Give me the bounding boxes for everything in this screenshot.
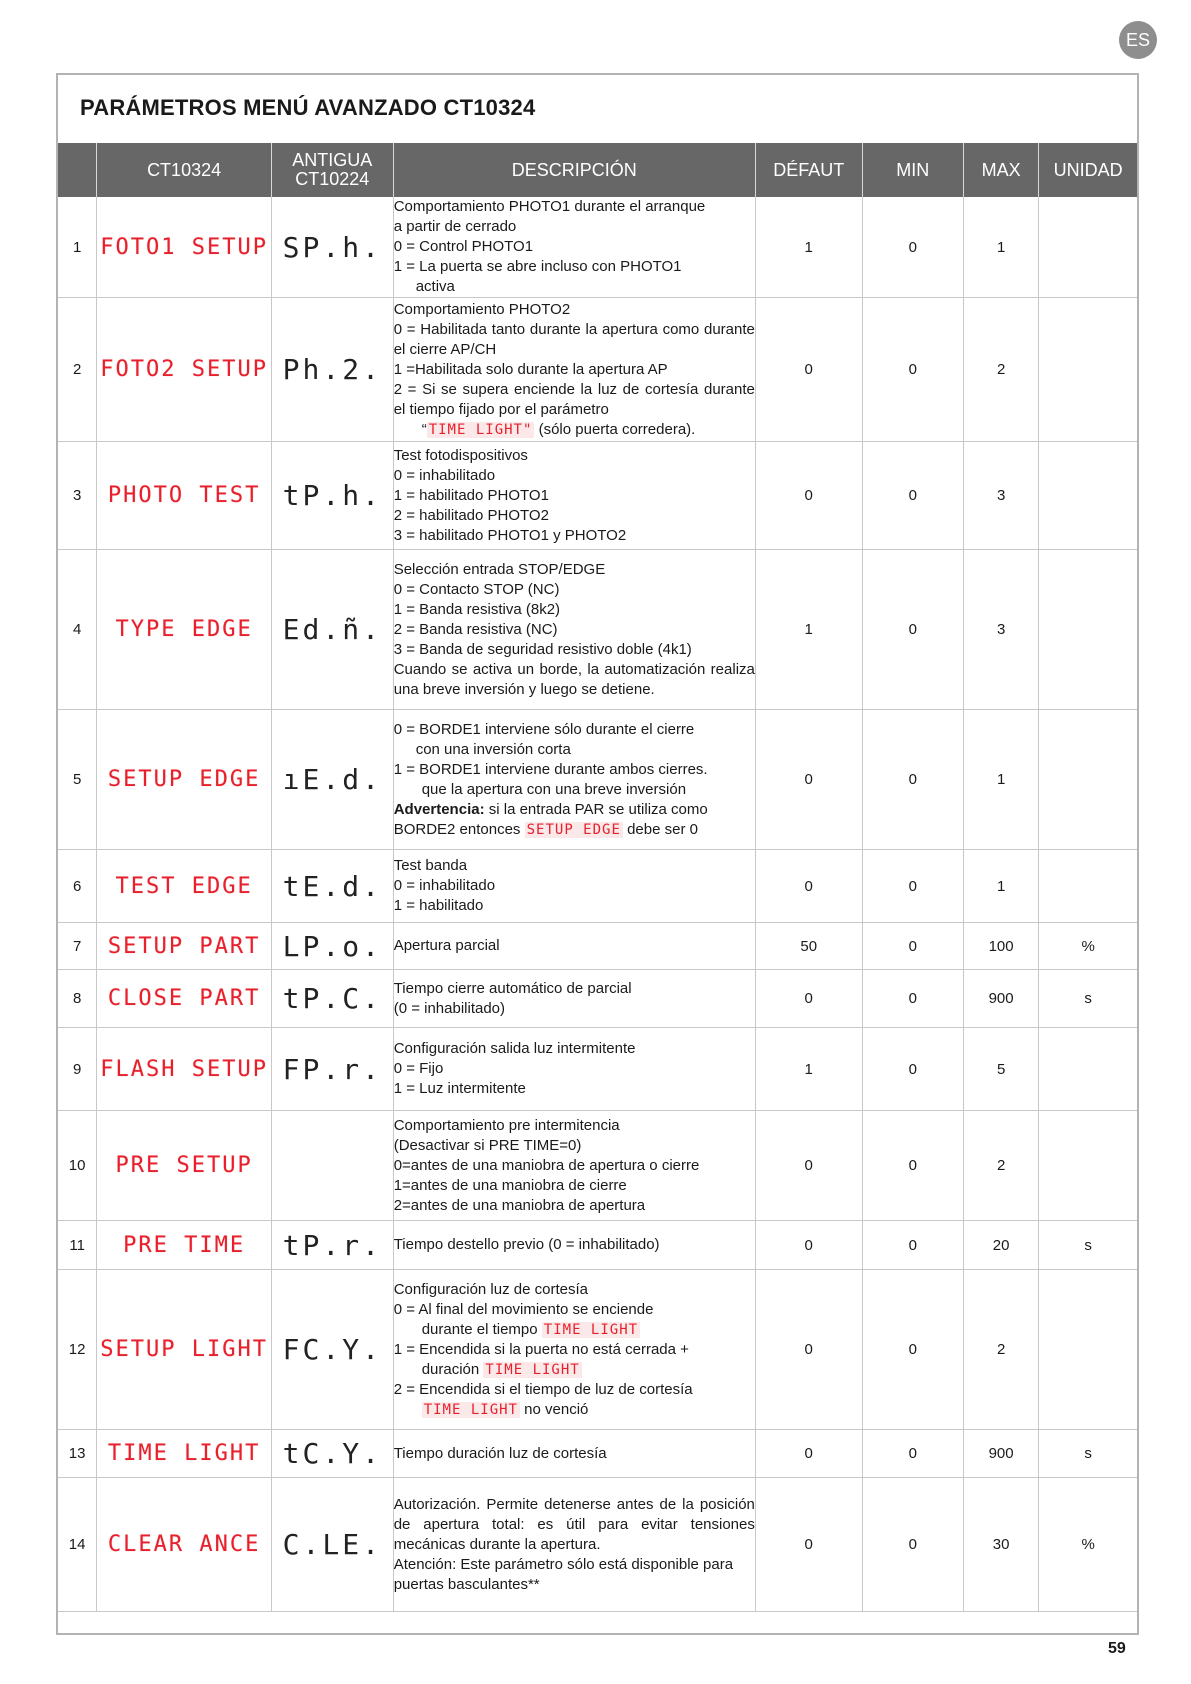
desc-line: Configuración salida luz intermitente [393, 1040, 636, 1057]
row-number: 4 [58, 550, 97, 710]
table-row [58, 550, 1137, 710]
row-description [393, 1430, 755, 1478]
lcd-parameter-name: PRE TIME [123, 1232, 246, 1258]
default-value: 0 [755, 1478, 862, 1612]
desc-line: 1 = La puerta se abre incluso con PHOTO1 [393, 258, 682, 275]
row-number: 9 [58, 1028, 97, 1111]
unit-value [1039, 550, 1137, 710]
unit-value [1039, 1028, 1137, 1111]
desc-line: Test banda [393, 857, 468, 874]
lcd-parameter-name: FLASH SETUP [100, 1056, 268, 1082]
default-value: 0 [755, 298, 862, 442]
desc-line: Tiempo duración luz de cortesía [393, 1444, 607, 1462]
desc-line: Comportamiento PHOTO2 [393, 300, 571, 318]
min-value: 0 [862, 1028, 963, 1111]
max-value: 20 [963, 1221, 1038, 1270]
lcd-parameter-name: SETUP LIGHT [100, 1337, 268, 1362]
section-title: PARÁMETROS MENÚ AVANZADO CT10324 [80, 95, 536, 120]
desc-line: Configuración luz de cortesía [393, 1280, 588, 1298]
max-value: 1 [963, 710, 1038, 850]
desc-line: 3 = Banda de seguridad resistivo doble (4k1) [393, 640, 692, 658]
table-row [58, 850, 1137, 923]
desc-line: a partir de cerrado [393, 218, 517, 235]
max-value: 2 [963, 298, 1038, 442]
lcd-parameter-name: FOTO2 SETUP [100, 357, 268, 382]
inline-lcd-label: TIME LIGHT [543, 1321, 639, 1338]
min-value: 0 [862, 442, 963, 550]
inline-lcd-label: SETUP EDGE [526, 821, 621, 838]
desc-text: BORDE2 entonces [393, 820, 525, 838]
inline-lcd-label: TIME LIGHT [485, 1361, 580, 1378]
desc-line: Test fotodispositivos [393, 446, 528, 464]
desc-line: Atención: Este parámetro sólo está disponible para puertas basculantes** [393, 1555, 734, 1593]
desc-line: 1 = habilitado PHOTO1 [393, 486, 549, 504]
parameters-frame [56, 73, 1139, 1635]
row-description [393, 1270, 755, 1430]
lcd-parameter-name: CLEAR ANCE [107, 1532, 261, 1557]
min-value: 0 [862, 197, 963, 298]
desc-line: Apertura parcial [393, 937, 500, 954]
row-number: 6 [58, 850, 97, 923]
desc-line [394, 800, 755, 820]
table-row [58, 1430, 1137, 1478]
row-number: 5 [58, 710, 97, 850]
language-badge: ES [1119, 21, 1157, 59]
row-description [393, 550, 755, 710]
table-row [58, 298, 1137, 442]
max-value: 3 [963, 442, 1038, 550]
row-number: 10 [58, 1111, 97, 1221]
max-value: 3 [963, 550, 1038, 710]
row-description [393, 1221, 755, 1270]
row-number: 8 [58, 970, 97, 1028]
table-row [58, 970, 1137, 1028]
row-number: 7 [58, 923, 97, 970]
desc-text: no venció [520, 1400, 589, 1418]
unit-value [1039, 710, 1137, 850]
desc-line: 0 = Habilitada tanto durante la apertura como durante el cierre AP/CH [393, 320, 755, 358]
row-description [393, 197, 755, 298]
desc-line: activa [415, 278, 455, 295]
row-description [393, 970, 755, 1028]
default-value: 0 [755, 850, 862, 923]
default-value: 1 [755, 550, 862, 710]
page-number: 59 [1108, 1640, 1126, 1657]
min-value: 0 [862, 1111, 963, 1221]
desc-line: 1 = habilitado [393, 897, 484, 914]
header-min: MIN [862, 143, 963, 197]
table-row [58, 1270, 1137, 1430]
desc-line: (0 = inhabilitado) [393, 999, 506, 1017]
min-value: 0 [862, 1478, 963, 1612]
unit-value [1039, 850, 1137, 923]
desc-line [394, 1360, 755, 1380]
desc-line: 0 = inhabilitado [393, 877, 496, 894]
max-value: 900 [963, 1430, 1038, 1478]
desc-line: Tiempo destello previo (0 = inhabilitado) [393, 1236, 660, 1253]
desc-text: duración [421, 1360, 484, 1378]
desc-line: 1 = Encendida si la puerta no está cerrada + [393, 1340, 689, 1358]
table-row [58, 923, 1137, 970]
desc-line: 0 = Control PHOTO1 [393, 238, 534, 255]
desc-text: debe ser 0 [622, 820, 698, 838]
max-value: 30 [963, 1478, 1038, 1612]
default-value: 0 [755, 710, 862, 850]
max-value: 2 [963, 1111, 1038, 1221]
max-value: 1 [963, 197, 1038, 298]
old-display-code: tE.d. [282, 869, 382, 903]
row-description [393, 710, 755, 850]
lcd-parameter-name: SETUP EDGE [107, 767, 261, 792]
desc-line: 2 = Si se supera enciende la luz de cortesía durante el tiempo fijado por el parámetro [393, 380, 755, 418]
old-display-code: tP.C. [282, 982, 382, 1015]
default-value: 0 [755, 1270, 862, 1430]
unit-value [1039, 298, 1137, 442]
desc-line: que la apertura con una breve inversión [421, 780, 687, 798]
lcd-parameter-name: TEST EDGE [115, 873, 253, 899]
unit-value: % [1039, 923, 1137, 970]
row-description [393, 850, 755, 923]
desc-line [394, 1320, 755, 1340]
desc-line: (Desactivar si PRE TIME=0) [393, 1136, 582, 1154]
desc-line: Autorización. Permite detenerse antes de la posición de apertura total: es útil para evitar tensiones mecánicas durante la apertura. [393, 1495, 755, 1553]
row-number: 14 [58, 1478, 97, 1612]
desc-text: durante el tiempo [421, 1320, 542, 1338]
header-ct: CT10324 [97, 143, 272, 197]
header-old-line2: CT10224 [295, 169, 370, 189]
default-value: 1 [755, 1028, 862, 1111]
warning-label: Advertencia: [393, 800, 485, 818]
desc-line: 2 = Banda resistiva (NC) [393, 620, 558, 638]
table-row [58, 1478, 1137, 1612]
lcd-parameter-name: CLOSE PART [107, 986, 261, 1011]
header-desc: DESCRIPCIÓN [393, 143, 755, 197]
lcd-parameter-name: TIME LIGHT [107, 1441, 261, 1466]
desc-line: 1 = Banda resistiva (8k2) [393, 600, 561, 618]
min-value: 0 [862, 1430, 963, 1478]
default-value: 1 [755, 197, 862, 298]
desc-line: 1 =Habilitada solo durante la apertura AP [393, 360, 668, 378]
desc-line: Comportamiento PHOTO1 durante el arranque [393, 198, 706, 215]
header-num [58, 143, 97, 197]
desc-line: 0 = BORDE1 interviene sólo durante el cierre [393, 720, 695, 738]
header-default: DÉFAUT [755, 143, 862, 197]
header-max: MAX [963, 143, 1038, 197]
desc-line: 2 = habilitado PHOTO2 [393, 506, 549, 524]
header-old-line1: ANTIGUA [292, 150, 373, 170]
desc-line: 1 = Luz intermitente [393, 1080, 526, 1097]
max-value: 100 [963, 923, 1038, 970]
desc-text: “ [421, 420, 427, 438]
table-row [58, 197, 1137, 298]
desc-line: Comportamiento pre intermitencia [393, 1116, 620, 1134]
default-value: 50 [755, 923, 862, 970]
row-number: 2 [58, 298, 97, 442]
min-value: 0 [862, 1221, 963, 1270]
header-unit: UNIDAD [1039, 143, 1137, 197]
desc-line [394, 1400, 755, 1420]
desc-line: Cuando se activa un borde, la automatización realiza una breve inversión y luego se detiene. [393, 660, 755, 698]
parameters-table [58, 143, 1137, 1612]
desc-line: 0=antes de una maniobra de apertura o cierre [393, 1156, 700, 1174]
old-display-code: SP.h. [282, 230, 382, 264]
unit-value [1039, 1270, 1137, 1430]
max-value: 900 [963, 970, 1038, 1028]
old-display-code: FC.Y. [282, 1333, 382, 1366]
desc-line: 1=antes de una maniobra de cierre [393, 1176, 627, 1194]
old-display-code: ıE.d. [282, 763, 382, 796]
desc-line: 0 = Al final del movimiento se enciende [393, 1300, 654, 1318]
default-value: 0 [755, 1221, 862, 1270]
min-value: 0 [862, 550, 963, 710]
old-display-code: tP.r. [282, 1228, 382, 1262]
row-number: 13 [58, 1430, 97, 1478]
default-value: 0 [755, 442, 862, 550]
desc-line: 0 = Fijo [393, 1060, 444, 1077]
min-value: 0 [862, 923, 963, 970]
row-number: 1 [58, 197, 97, 298]
max-value: 1 [963, 850, 1038, 923]
desc-line: 2=antes de una maniobra de apertura [393, 1196, 646, 1214]
min-value: 0 [862, 710, 963, 850]
desc-line: 0 = Contacto STOP (NC) [393, 580, 560, 598]
desc-line [394, 820, 755, 840]
unit-value: % [1039, 1478, 1137, 1612]
min-value: 0 [862, 1270, 963, 1430]
default-value: 0 [755, 1430, 862, 1478]
max-value: 2 [963, 1270, 1038, 1430]
table-row [58, 1111, 1137, 1221]
row-description [393, 1111, 755, 1221]
row-number: 11 [58, 1221, 97, 1270]
table-header-row [58, 143, 1137, 197]
desc-line: 1 = BORDE1 interviene durante ambos cierres. [393, 760, 708, 778]
unit-value: s [1039, 970, 1137, 1028]
old-display-code: Ed.ñ. [282, 613, 382, 646]
old-display-code: Ph.2. [282, 353, 382, 386]
table-row [58, 1221, 1137, 1270]
old-display-code: tC.Y. [282, 1437, 382, 1470]
min-value: 0 [862, 850, 963, 923]
row-description [393, 1478, 755, 1612]
unit-value [1039, 442, 1137, 550]
desc-line: 3 = habilitado PHOTO1 y PHOTO2 [393, 526, 627, 544]
unit-value: s [1039, 1430, 1137, 1478]
inline-lcd-label: TIME LIGHT" [428, 421, 533, 438]
unit-value [1039, 197, 1137, 298]
desc-line: Tiempo cierre automático de parcial [393, 979, 632, 997]
old-display-code: FP.r. [282, 1052, 382, 1086]
desc-line: con una inversión corta [415, 740, 571, 758]
default-value: 0 [755, 1111, 862, 1221]
desc-line: Selección entrada STOP/EDGE [393, 560, 606, 578]
desc-line [394, 420, 755, 440]
lcd-parameter-name: PRE SETUP [115, 1153, 253, 1178]
table-row [58, 1028, 1137, 1111]
unit-value: s [1039, 1221, 1137, 1270]
lcd-parameter-name: PHOTO TEST [107, 483, 261, 508]
row-description [393, 442, 755, 550]
row-number: 12 [58, 1270, 97, 1430]
header-old [271, 143, 393, 197]
inline-lcd-label: TIME LIGHT [423, 1401, 518, 1418]
desc-text: (sólo puerta corredera). [534, 420, 696, 438]
lcd-parameter-name: TYPE EDGE [115, 617, 253, 642]
row-description [393, 923, 755, 970]
old-display-code: LP.o. [282, 929, 382, 963]
row-description [393, 298, 755, 442]
old-display-code: tP.h. [282, 479, 382, 512]
desc-text: si la entrada PAR se utiliza como [484, 800, 708, 818]
lcd-parameter-name: FOTO1 SETUP [100, 234, 268, 260]
max-value: 5 [963, 1028, 1038, 1111]
table-row [58, 710, 1137, 850]
row-description [393, 1028, 755, 1111]
desc-line: 0 = inhabilitado [393, 466, 496, 484]
min-value: 0 [862, 298, 963, 442]
table-row [58, 442, 1137, 550]
unit-value [1039, 1111, 1137, 1221]
old-display-code: C.LE. [282, 1528, 382, 1561]
row-number: 3 [58, 442, 97, 550]
min-value: 0 [862, 970, 963, 1028]
lcd-parameter-name: SETUP PART [107, 933, 261, 959]
default-value: 0 [755, 970, 862, 1028]
desc-line: 2 = Encendida si el tiempo de luz de cortesía [393, 1380, 693, 1398]
